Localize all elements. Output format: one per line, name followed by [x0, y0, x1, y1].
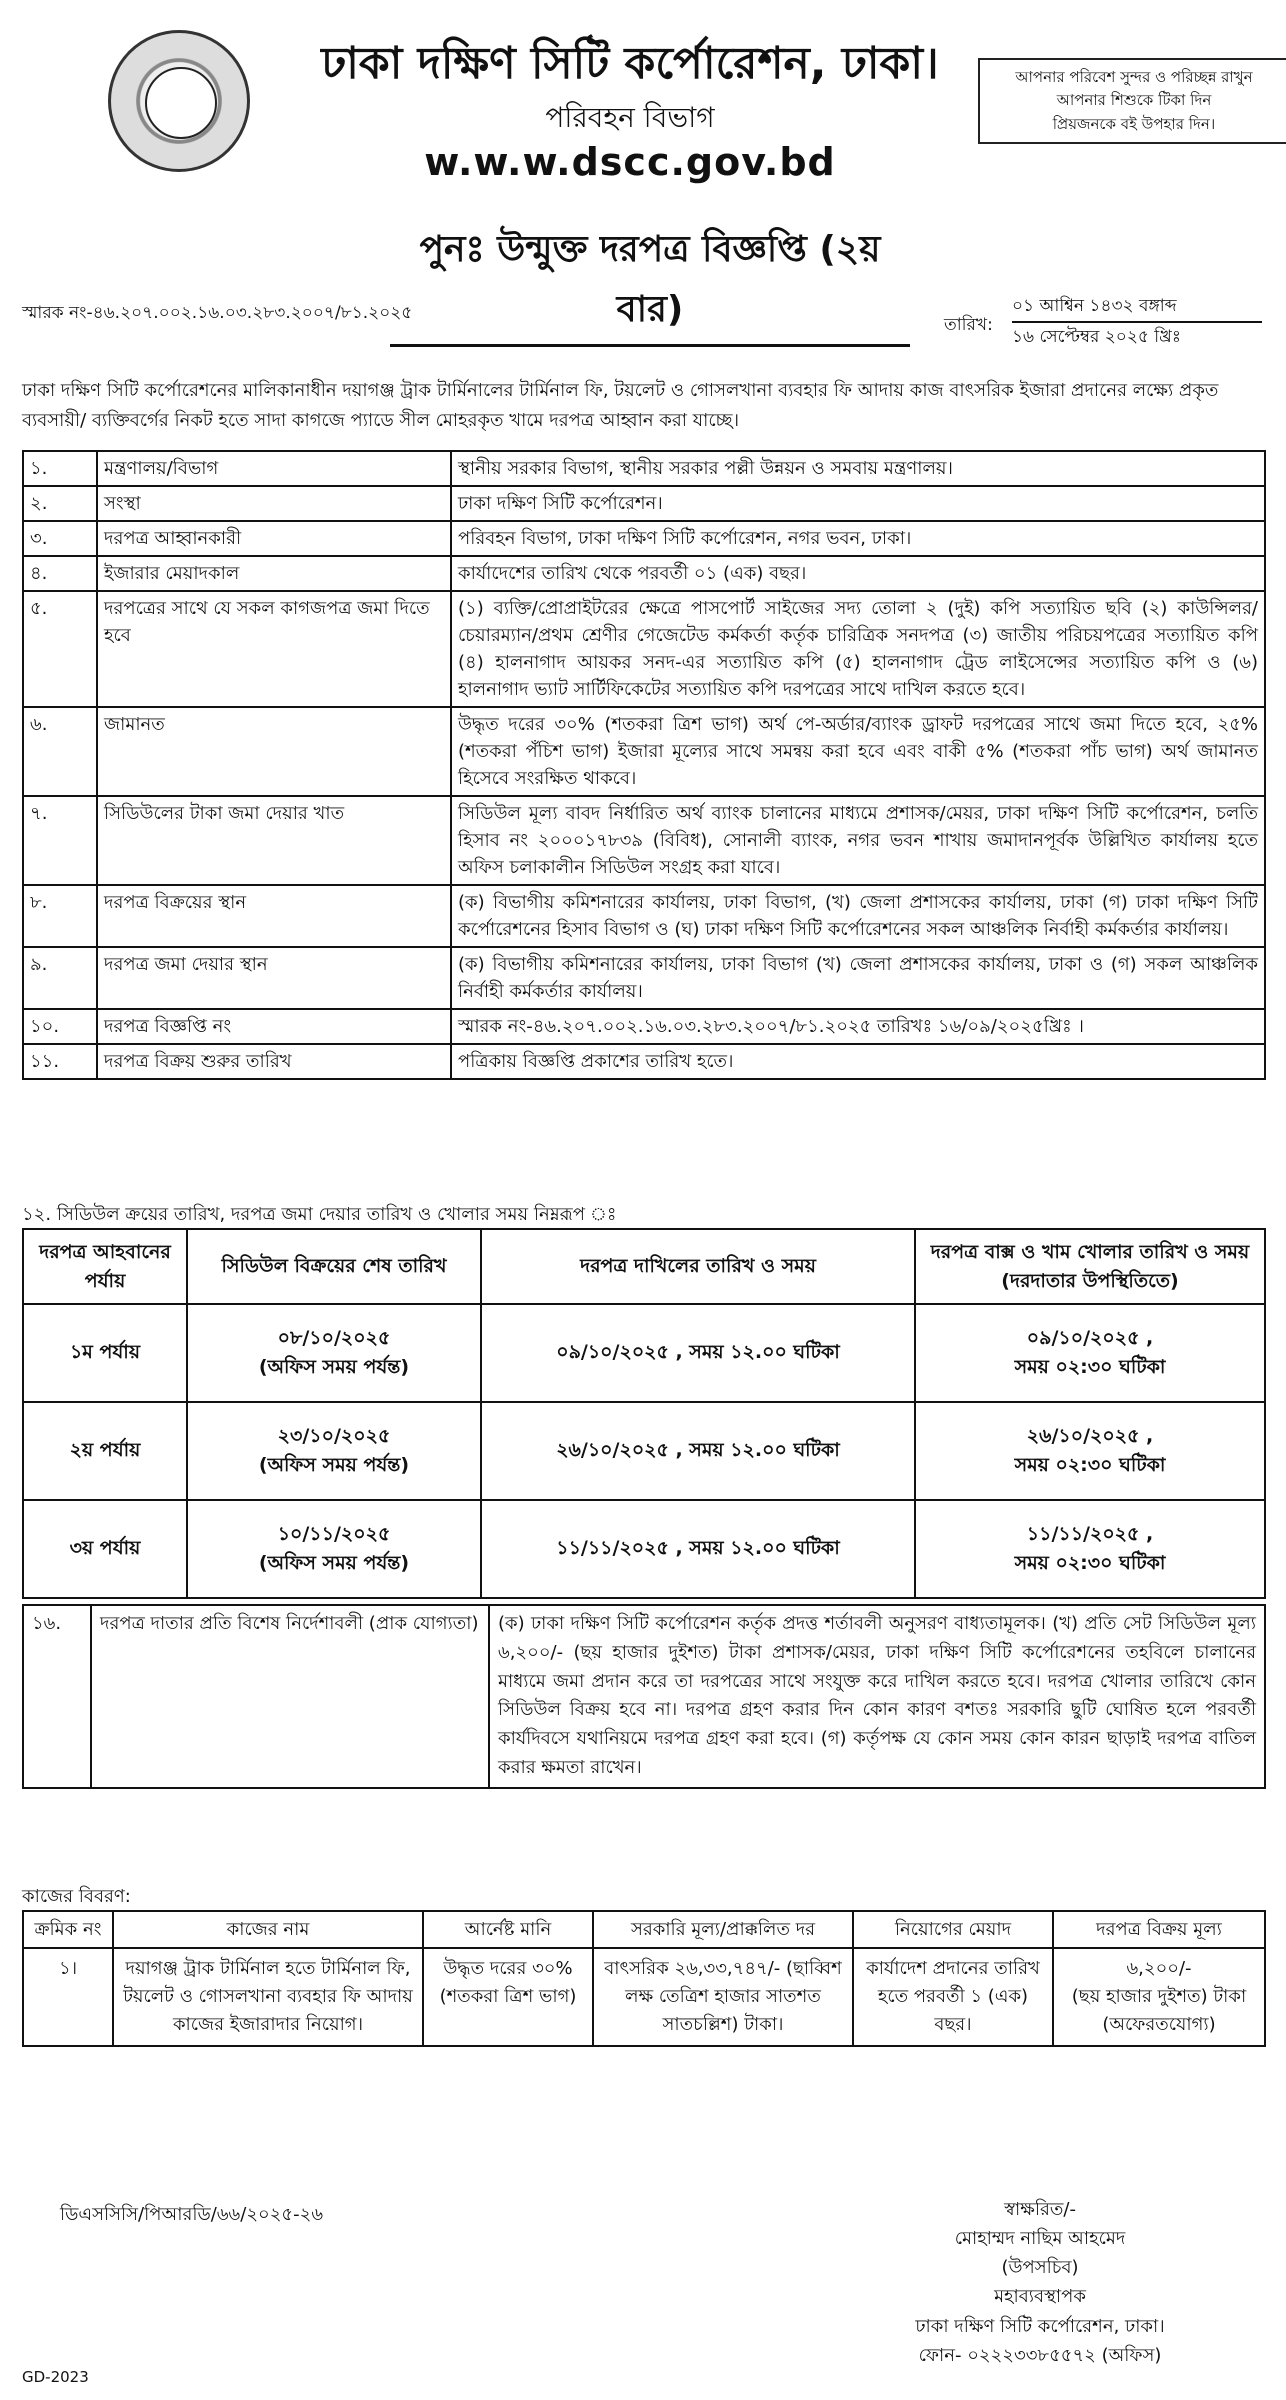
department-name: পরিবহন বিভাগ [545, 101, 715, 134]
schedule-submit-line: ০৯/১০/২০২৫ , সময় ১২.০০ ঘটিকা [556, 1341, 840, 1364]
work-sale-words: (ছয় হাজার দুইশত) টাকা [1071, 1985, 1247, 2007]
info-row [23, 1009, 1265, 1044]
schedule-header-cell: সিডিউল বিক্রয়ের শেষ তারিখ [187, 1229, 481, 1304]
special-value: (ক) ঢাকা দক্ষিণ সিটি কর্পোরেশন কর্তৃক প্রদত্ত শর্তাবলী অনুসরণ বাধ্যতামূলক। (খ) প্রতি সেট সিডিউল মূল্য ৬,২০০/- (ছয় হাজার দুইশত) টাকা প্রশাসক/মেয়র, ঢাকা দক্ষিণ সিটি কর্পোরেশনের তহবিলে চালানের মাধ্যমে জমা প্রদান করে তা দরপত্রের সাথে সংযুক্ত করে দাখিল করতে হবে। দরপত্র খোলার তারিখে কোন সিডিউল বিক্রয় হবে না। দরপত্র গ্রহণ করার দিন কোন কারণ বশতঃ সরকারি ছুটি ঘোষিত হলে পরবর্তী কার্যদিবসে যথানিয়মে দরপত্র গ্রহণ করা হবে। (গ) কর্তৃপক্ষ যে কোন সময় কোন কারন ছাড়াই দরপত্র বাতিল করার ক্ষমতা রাখেন। [489, 1605, 1265, 1788]
schedule-heading: ১২. সিডিউল ক্রয়ের তারিখ, দরপত্র জমা দেয়ার তারিখ ও খোলার সময় নিম্নরূপ ঃ [22, 1204, 617, 1225]
signatory-rank: (উপসচিব) [1001, 2257, 1079, 2279]
schedule-row [23, 1500, 1265, 1598]
date-block [1012, 292, 1262, 352]
memo-number: স্মারক নং-৪৬.২০৭.০০২.১৬.০৩.২৮৩.২০০৭/৮১.২০২৫ [22, 303, 413, 323]
seal-emblem-icon [145, 67, 217, 139]
schedule-open-line: ১১/১১/২০২৫ , [1026, 1522, 1154, 1545]
schedule-submit [481, 1500, 915, 1598]
schedule-sale-end-line: ১০/১১/২০২৫ [277, 1522, 391, 1545]
work-duration: কার্যাদেশ প্রদানের তারিখ হতে পরবর্তী ১ (এক) বছর। [853, 1948, 1053, 2046]
work-table [22, 1910, 1266, 2047]
date-bangla: ০১ আশ্বিন ১৪৩২ বঙ্গাব্দ [1012, 292, 1262, 323]
work-row [23, 1948, 1265, 2046]
work-header-cell: নিয়োগের মেয়াদ [853, 1911, 1053, 1948]
info-value: স্থানীয় সরকার বিভাগ, স্থানীয় সরকার পল্লী উন্নয়ন ও সমবায় মন্ত্রণালয়। [451, 451, 1265, 486]
info-label: সিডিউলের টাকা জমা দেয়ার খাত [97, 796, 451, 885]
special-row [23, 1605, 1265, 1788]
signed-label: স্বাক্ষরিত/- [1004, 2199, 1076, 2220]
signature-block [850, 2195, 1230, 2370]
info-value: (১) ব্যক্তি/প্রোপ্রাইটরের ক্ষেত্রে পাসপোর্ট সাইজের সদ্য তোলা ২ (দুই) কপি সত্যায়িত ছবি (২) কাউন্সিলর/চেয়ারম্যান/প্রথম শ্রেণীর গেজেটেড কর্মকর্তা কর্তৃক চারিত্রিক সনদপত্র (৩) জাতীয় পরিচয়পত্রের সত্যায়িত কপি (৪) হালনাগাদ আয়কর সনদ-এর সত্যায়িত কপি (৫) হালনাগাদ ট্রেড লাইসেন্সের সত্যায়িত কপি ও (৬) হালনাগাদ ভ্যাট সার্টিফিকেটের সত্যায়িত কপি দরপত্রের সাথে দাখিল করতে হবে। [451, 591, 1265, 707]
schedule-phase [23, 1304, 187, 1402]
schedule-open-line: সময় ০২:৩০ ঘটিকা [1014, 1552, 1166, 1574]
schedule-sale-end-line: ২৩/১০/২০২৫ [277, 1424, 391, 1447]
schedule-open [915, 1500, 1265, 1598]
info-number: ২. [23, 486, 97, 521]
work-header-cell: কাজের নাম [113, 1911, 423, 1948]
info-number: ১১. [23, 1044, 97, 1079]
schedule-sale-end-line: (অফিস সময় পর্যন্ত) [258, 1552, 410, 1574]
info-label: দরপত্রের সাথে যে সকল কাগজপত্র জমা দিতে হবে [97, 591, 451, 707]
info-row [23, 1044, 1265, 1079]
schedule-row [23, 1304, 1265, 1402]
work-header-cell: দরপত্র বিক্রয় মূল্য [1053, 1911, 1265, 1948]
info-label: দরপত্র বিক্রয় শুরুর তারিখ [97, 1044, 451, 1079]
work-sl: ১। [23, 1948, 113, 2046]
info-row [23, 591, 1265, 707]
info-row [23, 521, 1265, 556]
schedule-phase [23, 1402, 187, 1500]
info-label: সংস্থা [97, 486, 451, 521]
work-price: বাৎসরিক ২৬,৩৩,৭৪৭/- (ছাব্বিশ লক্ষ তেত্রিশ হাজার সাতশত সাতচল্লিশ) টাকা। [593, 1948, 853, 2046]
schedule-open-line: ২৬/১০/২০২৫ , [1026, 1424, 1154, 1447]
info-number: ১০. [23, 1009, 97, 1044]
slogan-line: আপনার শিশুকে টিকা দিন [1056, 91, 1212, 110]
info-row [23, 885, 1265, 947]
notice-title: পুনঃ উন্মুক্ত দরপত্র বিজ্ঞপ্তি (২য় বার) [390, 222, 910, 347]
signatory-phone: ফোন- ০২২২৩৩৮৫৫৭২ (অফিস) [918, 2344, 1162, 2366]
work-name: দয়াগঞ্জ ট্রাক টার্মিনাল হতে টার্মিনাল ফি, টয়লেট ও গোসলখানা ব্যবহার ফি আদায় কাজের ইজারাদার নিয়োগ। [113, 1948, 423, 2046]
info-value: কার্যাদেশের তারিখ থেকে পরবর্তী ০১ (এক) বছর। [451, 556, 1265, 591]
info-label: দরপত্র জমা দেয়ার স্থান [97, 947, 451, 1009]
work-header-cell: আর্নেষ্ট মানি [423, 1911, 593, 1948]
schedule-phase-line: ৩য় পর্যায় [69, 1537, 141, 1560]
work-earnest: উদ্ধৃত দরের ৩০% (শতকরা ত্রিশ ভাগ) [423, 1948, 593, 2046]
schedule-table [22, 1228, 1266, 1599]
schedule-row [23, 1402, 1265, 1500]
info-label: দরপত্র আহ্বানকারী [97, 521, 451, 556]
info-number: ৫. [23, 591, 97, 707]
schedule-phase [23, 1500, 187, 1598]
schedule-phase-line: ১ম পর্যায় [69, 1341, 141, 1364]
special-label: দরপত্র দাতার প্রতি বিশেষ নির্দেশাবলী (প্রাক যোগ্যতা) [91, 1605, 489, 1788]
info-label: মন্ত্রণালয়/বিভাগ [97, 451, 451, 486]
info-table [22, 450, 1266, 1080]
info-label: দরপত্র বিজ্ঞপ্তি নং [97, 1009, 451, 1044]
schedule-open [915, 1304, 1265, 1402]
signatory-title: মহাব্যবস্থাপক [994, 2286, 1086, 2308]
schedule-sale-end [187, 1500, 481, 1598]
date-english: ১৬ সেপ্টেম্বর ২০২৫ খ্রিঃ [1012, 326, 1181, 347]
work-sale-note: (অফেরতযোগ্য) [1102, 2013, 1216, 2035]
schedule-open-line: সময় ০২:৩০ ঘটিকা [1014, 1356, 1166, 1378]
website-link[interactable]: w.w.w.dscc.gov.bd [424, 140, 836, 184]
info-number: ৬. [23, 707, 97, 796]
schedule-submit-line: ২৬/১০/২০২৫ , সময় ১২.০০ ঘটিকা [556, 1439, 840, 1462]
info-label: দরপত্র বিক্রয়ের স্থান [97, 885, 451, 947]
gd-code: GD-2023 [22, 2368, 89, 2386]
work-description-label: কাজের বিবরণ: [22, 1886, 131, 1907]
schedule-open [915, 1402, 1265, 1500]
info-number: ৯. [23, 947, 97, 1009]
info-value: (ক) বিভাগীয় কমিশনারের কার্যালয়, ঢাকা বিভাগ (খ) জেলা প্রশাসকের কার্যালয়, ঢাকা ও (গ) সকল আঞ্চলিক নির্বাহী কর্মকর্তার কার্যালয়। [451, 947, 1265, 1009]
info-number: ৩. [23, 521, 97, 556]
schedule-sale-end-line: (অফিস সময় পর্যন্ত) [258, 1454, 410, 1476]
work-sale-cell [1053, 1948, 1265, 2046]
org-title: ঢাকা দক্ষিণ সিটি কর্পোরেশন, ঢাকা। [321, 38, 939, 89]
info-value: পরিবহন বিভাগ, ঢাকা দক্ষিণ সিটি কর্পোরেশন, নগর ভবন, ঢাকা। [451, 521, 1265, 556]
dscc-seal-logo [108, 30, 250, 172]
info-row [23, 556, 1265, 591]
info-number: ৪. [23, 556, 97, 591]
signatory-org: ঢাকা দক্ষিণ সিটি কর্পোরেশন, ঢাকা। [915, 2315, 1165, 2337]
info-value: ঢাকা দক্ষিণ সিটি কর্পোরেশন। [451, 486, 1265, 521]
schedule-sale-end [187, 1402, 481, 1500]
info-value: উদ্ধৃত দরের ৩০% (শতকরা ত্রিশ ভাগ) অর্থ পে-অর্ডার/ব্যাংক ড্রাফট দরপত্রের সাথে জমা দিতে হবে, ২৫% (শতকরা পঁচিশ ভাগ) ইজারা মূল্যের সাথে সমন্বয় করা হবে এবং বাকী ৫% (শতকরা পাঁচ ভাগ) অর্থ জামানত হিসেবে সংরক্ষিত থাকবে। [451, 707, 1265, 796]
schedule-header-cell: দরপত্র বাক্স ও খাম খোলার তারিখ ও সময় (দরদাতার উপস্থিতিতে) [915, 1229, 1265, 1304]
schedule-sale-end-line: (অফিস সময় পর্যন্ত) [258, 1356, 410, 1378]
schedule-submit-line: ১১/১১/২০২৫ , সময় ১২.০০ ঘটিকা [556, 1537, 840, 1560]
info-row [23, 796, 1265, 885]
info-value: স্মারক নং-৪৬.২০৭.০০২.১৬.০৩.২৮৩.২০০৭/৮১.২০২৫ তারিখঃ ১৬/০৯/২০২৫খ্রিঃ । [451, 1009, 1265, 1044]
slogan-line: প্রিয়জনকে বই উপহার দিন। [1052, 114, 1216, 133]
info-value: (ক) বিভাগীয় কমিশনারের কার্যালয়, ঢাকা বিভাগ, (খ) জেলা প্রশাসকের কার্যালয়, ঢাকা (গ) ঢাকা দক্ষিণ সিটি কর্পোরেশনের হিসাব বিভাগ ও (ঘ) ঢাকা দক্ষিণ সিটি কর্পোরেশনের সকল আঞ্চলিক নির্বাহী কর্মকর্তার কার্যালয়। [451, 885, 1265, 947]
work-header-cell: সরকারি মূল্য/প্রাক্কলিত দর [593, 1911, 853, 1948]
info-label: জামানত [97, 707, 451, 796]
info-value: সিডিউল মূল্য বাবদ নির্ধারিত অর্থ ব্যাংক চালানের মাধ্যমে প্রশাসক/মেয়র, ঢাকা দক্ষিণ সিটি কর্পোরেশন, চলতি হিসাব নং ২০০০১৭৮৩৯ (বিবিধ), সোনালী ব্যাংক, নগর ভবন শাখায় জমাদানপূর্বক উল্লিখিত কার্যালয় হতে অফিস চলাকালীন সিডিউল সংগ্রহ করা যাবে। [451, 796, 1265, 885]
special-number: ১৬. [23, 1605, 91, 1788]
special-instructions-table [22, 1604, 1266, 1789]
intro-paragraph: ঢাকা দক্ষিণ সিটি কর্পোরেশনের মালিকানাধীন দয়াগঞ্জ ট্রাক টার্মিনালের টার্মিনাল ফি, টয়লেট ও গোসলখানা ব্যবহার ফি আদায় কাজ বাৎসরিক ইজারা প্রদানের লক্ষ্যে প্রকৃত ব্যবসায়ী/ ব্যক্তিবর্গের নিকট হতে সাদা কাগজে প্যাডে সীল মোহরকৃত খামে দরপত্র আহ্বান করা যাচ্ছে। [22, 380, 1219, 431]
schedule-sale-end [187, 1304, 481, 1402]
schedule-open-line: ০৯/১০/২০২৫ , [1026, 1326, 1154, 1349]
schedule-header-cell: দরপত্র আহবানের পর্যায় [23, 1229, 187, 1304]
schedule-submit [481, 1304, 915, 1402]
signatory-name: মোহাম্মদ নাছিম আহমেদ [954, 2228, 1126, 2250]
work-header-cell: ক্রমিক নং [23, 1911, 113, 1948]
slogan-box [978, 58, 1286, 144]
slogan-line: আপনার পরিবেশ সুন্দর ও পরিচ্ছন্ন রাখুন [1015, 68, 1253, 86]
info-value: পত্রিকায় বিজ্ঞপ্তি প্রকাশের তারিখ হতে। [451, 1044, 1265, 1079]
info-number: ৭. [23, 796, 97, 885]
info-row [23, 451, 1265, 486]
info-number: ১. [23, 451, 97, 486]
info-label: ইজারার মেয়াদকাল [97, 556, 451, 591]
schedule-open-line: সময় ০২:৩০ ঘটিকা [1014, 1454, 1166, 1476]
info-row [23, 947, 1265, 1009]
schedule-header-cell: দরপত্র দাখিলের তারিখ ও সময় [481, 1229, 915, 1304]
info-row [23, 486, 1265, 521]
schedule-sale-end-line: ০৮/১০/২০২৫ [277, 1326, 391, 1349]
date-label: তারিখ: [944, 315, 993, 335]
schedule-phase-line: ২য় পর্যায় [69, 1439, 141, 1462]
schedule-submit [481, 1402, 915, 1500]
info-row [23, 707, 1265, 796]
info-number: ৮. [23, 885, 97, 947]
work-sale-price: ৬,২০০/- [1126, 1958, 1192, 1979]
reference-number: ডিএসসিসি/পিআরডি/৬৬/২০২৫-২৬ [60, 2204, 324, 2225]
